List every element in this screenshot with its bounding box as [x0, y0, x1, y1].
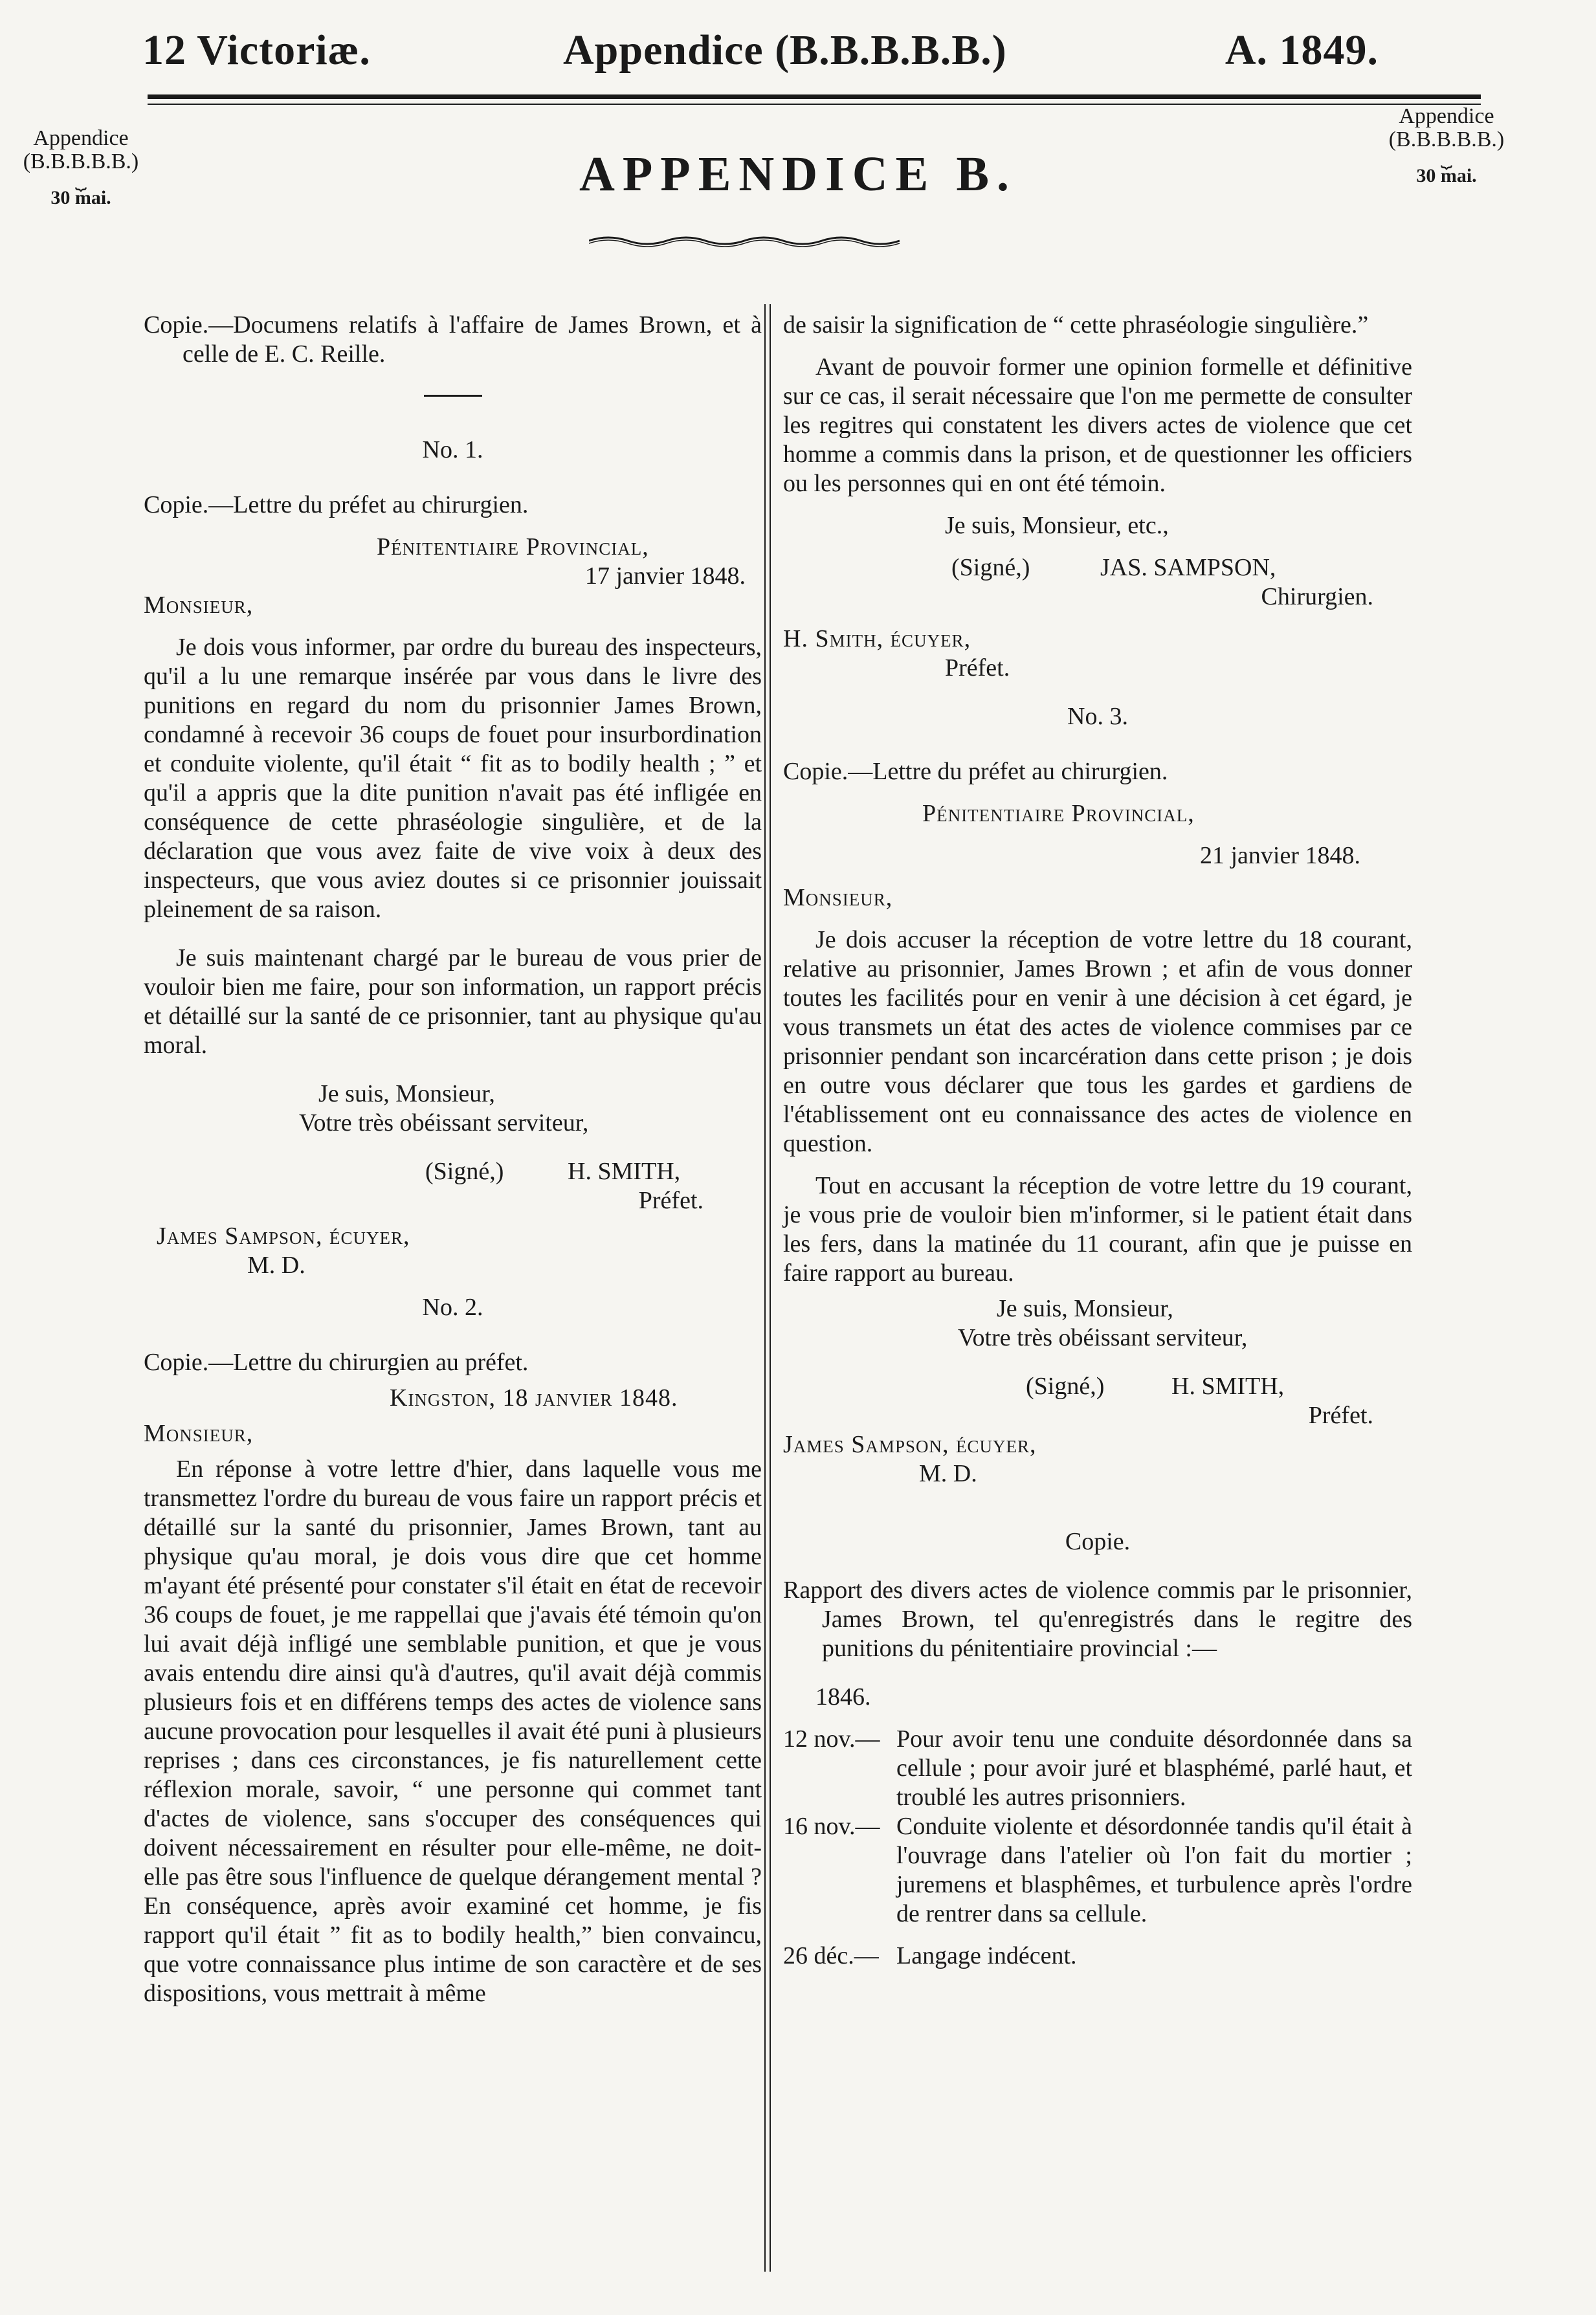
- letter-paragraph: Je dois vous informer, par ordre du bureau des inspecteurs, qu'il a lu une remarque insérée par vous dans le livre des punitions en regard du nom du prisonnier James Brown, condamné à recevoir 36 coups de fouet pour insurbordination et conduite violente, qu'il était “ fit as to bodily health ; ” et qu'il a appris que la dite punition n'avait pas été infligée en conséquence de cette phraséologie singulière, et de la déclaration que vous avez faite de vive voix à deux des inspecteurs, que vous aviez doutes si ce prisonnier jouissait pleinement de sa raison.: [144, 634, 762, 923]
- doc-caption-no3: Copie.—Lettre du préfet au chirurgien.: [783, 758, 1168, 785]
- entry-date: 26 déc.—: [783, 1942, 879, 1969]
- letter-date: 17 janvier 1848.: [584, 562, 746, 590]
- signer-title: Chirurgien.: [1261, 583, 1373, 610]
- signature-line: [783, 1372, 1412, 1401]
- addressee-title: M. D.: [919, 1460, 977, 1487]
- report-entry: [783, 1942, 1412, 1971]
- margin-note-label: Appendice: [1399, 104, 1494, 128]
- entry-text: Conduite violente et désordonnée tandis qu'il était à l'ouvrage dans l'atelier où l'on fait du mortier ; juremens et blasphêmes, et turbulence après l'ordre de rentrer dans sa cellule.: [896, 1813, 1412, 1927]
- letter-closing: Votre très obéissant serviteur,: [958, 1324, 1248, 1351]
- entry-date: 16 nov.—: [783, 1813, 880, 1840]
- brace-ornament: ⏟: [1441, 147, 1452, 168]
- letter-closing: Je suis, Monsieur,: [318, 1080, 495, 1107]
- column-divider: [770, 304, 771, 2272]
- title-ornament: [589, 233, 900, 249]
- signer-name: JAS. SAMPSON,: [1100, 554, 1276, 581]
- margin-note-ref: (B.B.B.B.B.): [23, 150, 139, 173]
- column-divider: [764, 304, 766, 2272]
- signe-label: (Signé,): [951, 554, 1030, 581]
- signature-line: [144, 1157, 762, 1186]
- letter-paragraph: En réponse à votre lettre d'hier, dans laquelle vous me transmettez l'ordre du bureau de vous faire un rapport précis et détaillé sur la santé du prisonnier, James Brown, tant au physique qu'au moral, je dois vous dire que cet homme m'ayant été présenté pour constater s'il était en état de recevoir 36 coups de fouet, je me rappellai que j'avais été témoin qu'on lui avait déjà infligé une semblable punition, et que je vous avais entendu dire ainsi qu'à d'autres, qu'il avait déjà commis plusieurs fois et en différens temps des actes de violence sans aucune provocation pour lesquelles il avait été puni à plusieurs reprises ; dans ces circonstances, je fis naturellement cette réflexion morale, savoir, “ une personne qui commet tant d'actes de violence, sans s'occuper des conséquences qui doivent nécessairement en résulter pour elle-même, ne doit-elle pas être sous l'influence de quelque dérangement mental ? En conséquence, après avoir examiné cet homme, je fis rapport qu'il était ” fit as to bodily health,” bien convaincu, que votre connaissance plus intime de son caractère et de ses dispositions, vous mettrait à même: [144, 1456, 762, 2007]
- left-column: [144, 311, 762, 2008]
- report-caption: Rapport des divers actes de violence commis par le prisonnier, James Brown, tel qu'enregistrés dans le regitre des punitions du pénitentiaire provincial :—: [783, 1577, 1412, 1662]
- signer-name: H. SMITH,: [568, 1158, 681, 1185]
- margin-note-label: Appendice: [33, 126, 129, 150]
- addressee-title: Préfet.: [945, 654, 1010, 681]
- doc-heading-no1: No. 1.: [422, 436, 483, 463]
- signe-label: (Signé,): [425, 1158, 504, 1185]
- letter-paragraph-continued: de saisir la signification de “ cette phraséologie singulière.”: [783, 311, 1369, 338]
- letter-paragraph: Tout en accusant la réception de votre lettre du 19 courant, je vous prie de vouloir bien m'informer, si le patient était dans les fers, dans la matinée du 11 courant, afin que je puisse en faire rapport au bureau.: [783, 1172, 1412, 1287]
- report-entry: [783, 1812, 1412, 1929]
- margin-note-date: 30 mai.: [50, 187, 111, 208]
- letter-closing: Votre très obéissant serviteur,: [299, 1109, 589, 1136]
- letter-salutation: Monsieur,: [144, 1420, 254, 1447]
- page-title: APPENDICE B.: [579, 147, 1017, 201]
- signer-name: H. SMITH,: [1171, 1373, 1285, 1400]
- letter-paragraph: Avant de pouvoir former une opinion formelle et définitive sur ce cas, il serait nécessaire que l'on me permette de consulter les regitres qui constatent les divers actes de violence que cet homme a commis dans la prison, et de questionner les officiers ou les personnes qui en ont été témoin.: [783, 353, 1412, 497]
- letter-place-date: Kingston, 18 janvier 1848.: [390, 1384, 678, 1412]
- report-entry: [783, 1725, 1412, 1812]
- entry-text: Pour avoir tenu une conduite désordonnée dans sa cellule ; pour avoir juré et blasphémé, parlé haut, et troublé les autres prisonniers.: [896, 1725, 1412, 1811]
- letter-date: 21 janvier 1848.: [1199, 842, 1360, 869]
- entry-date: 12 nov.—: [783, 1725, 880, 1753]
- margin-note-date: 30 mai.: [1416, 165, 1477, 186]
- running-head: [142, 26, 1379, 78]
- doc-caption-no2: Copie.—Lettre du chirurgien au préfet.: [144, 1349, 529, 1376]
- running-head-center: Appendice (B.B.B.B.B.): [563, 27, 1007, 74]
- header-rule-thin: [148, 104, 1481, 105]
- letter-place: Pénitentiaire Provincial,: [377, 533, 649, 560]
- margin-note-ref: (B.B.B.B.B.): [1388, 127, 1505, 151]
- signature-line: [783, 553, 1412, 582]
- running-head-left: 12 Victoriæ.: [142, 27, 371, 74]
- right-column: [783, 311, 1412, 1971]
- signer-title: Préfet.: [1308, 1402, 1373, 1429]
- entry-text: Langage indécent.: [896, 1942, 1077, 1969]
- copie-heading: Copie.: [1065, 1528, 1131, 1555]
- short-rule: [424, 395, 482, 397]
- brace-ornament: ⏟: [75, 169, 87, 190]
- letter-salutation: Monsieur,: [144, 592, 254, 619]
- letter-salutation: Monsieur,: [783, 884, 893, 911]
- intro-caption: Copie.—Documens relatifs à l'affaire de James Brown, et à celle de E. C. Reille.: [144, 311, 762, 368]
- letter-closing: Je suis, Monsieur,: [997, 1295, 1173, 1322]
- letter-place: Pénitentiaire Provincial,: [922, 800, 1195, 827]
- letter-paragraph: Je suis maintenant chargé par le bureau de vous prier de vouloir bien me faire, pour son information, un rapport précis et détaillé sur la santé de ce prisonnier, tant au physique qu'au moral.: [144, 944, 762, 1059]
- addressee-title: M. D.: [247, 1252, 305, 1279]
- header-rule-thick: [148, 94, 1481, 99]
- report-year: 1846.: [815, 1683, 871, 1711]
- letter-paragraph: Je dois accuser la réception de votre lettre du 18 courant, relative au prisonnier, James Brown ; et afin de vous donner toutes les facilités pour en venir à une décision à cet égard, je vous transmets un état des actes de violence commises par ce prisonnier pendant son incarcération dans cette prison ; je dois en outre vous déclarer que tous les gardes et gardiens de l'établissement ont eu connaissance des actes de violence en question.: [783, 926, 1412, 1157]
- letter-closing: Je suis, Monsieur, etc.,: [945, 512, 1169, 539]
- report-entries: [783, 1725, 1412, 1971]
- doc-heading-no2: No. 2.: [422, 1294, 483, 1321]
- addressee: H. Smith, écuyer,: [783, 625, 971, 652]
- signe-label: (Signé,): [1026, 1373, 1105, 1400]
- doc-heading-no3: No. 3.: [1067, 703, 1128, 730]
- addressee: James Sampson, écuyer,: [783, 1431, 1037, 1458]
- signer-title: Préfet.: [638, 1187, 704, 1214]
- doc-caption-no1: Copie.—Lettre du préfet au chirurgien.: [144, 491, 529, 518]
- addressee: James Sampson, écuyer,: [157, 1223, 410, 1250]
- running-head-right: A. 1849.: [1225, 27, 1379, 74]
